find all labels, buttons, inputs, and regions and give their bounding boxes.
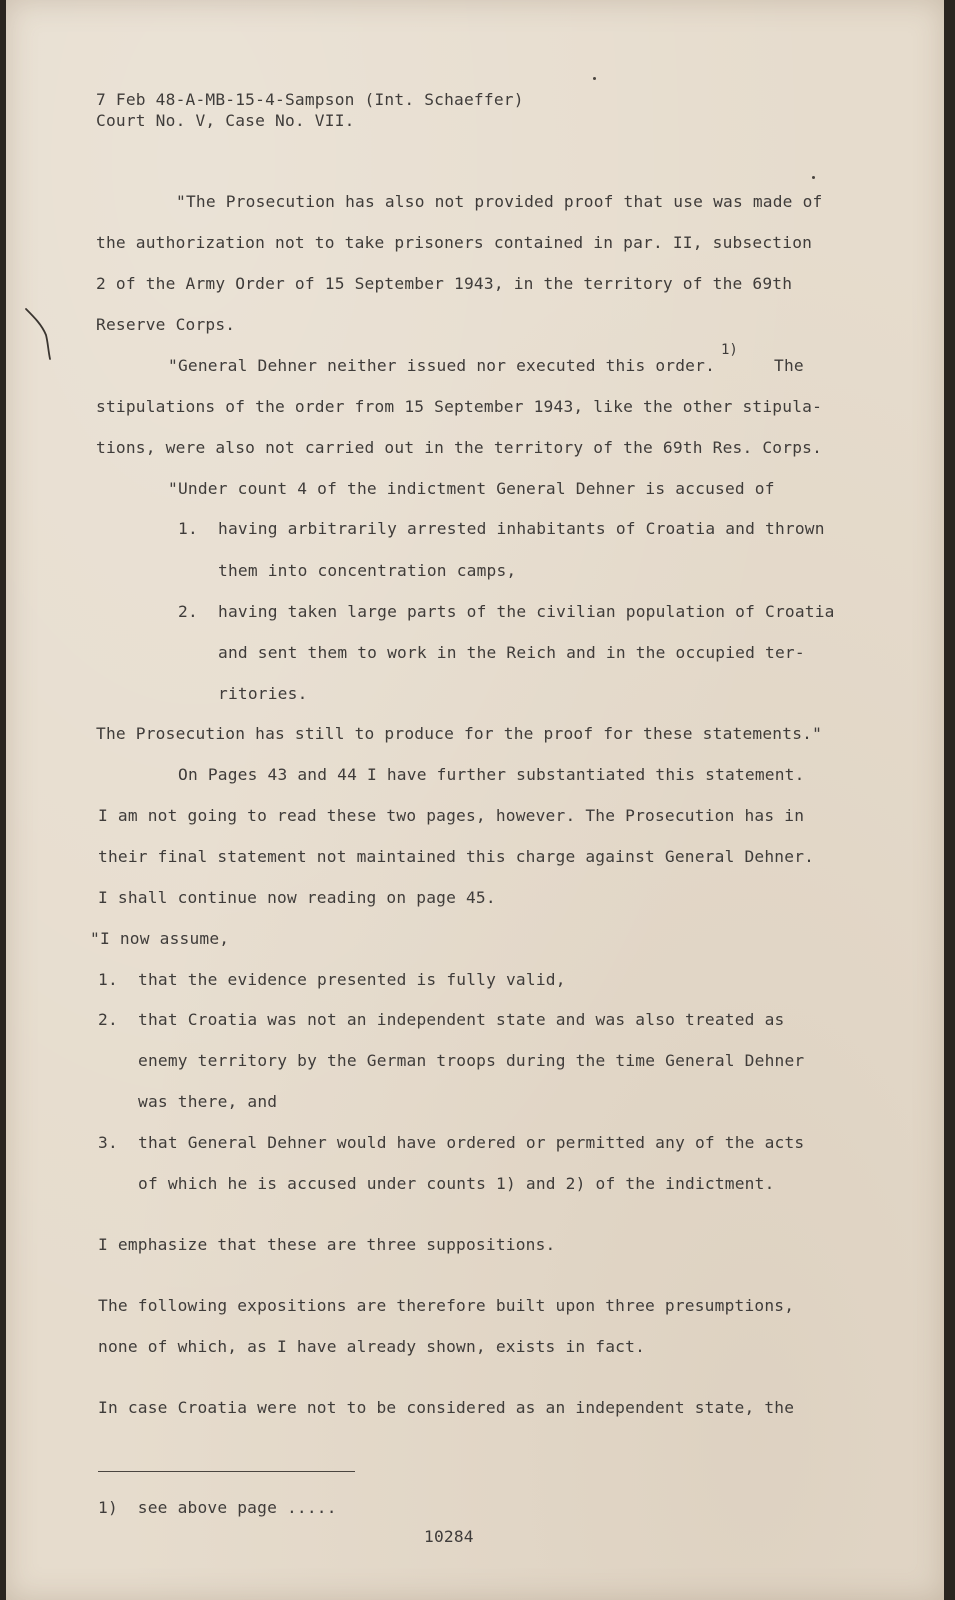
margin-pen-mark xyxy=(24,305,54,365)
assume-item-3-line-2: of which he is accused under counts 1) and 2) of the indictment. xyxy=(138,1174,775,1193)
paragraph-7: I emphasize that these are three suppositions. xyxy=(98,1235,556,1254)
count-item-2-line-1: having taken large parts of the civilian population of Croatia xyxy=(218,602,835,621)
paragraph-4: The Prosecution has still to produce for the proof for these statements." xyxy=(96,724,823,743)
paragraph-9: In case Croatia were not to be considered as an independent state, the xyxy=(98,1398,795,1417)
assume-item-2-line-3: was there, and xyxy=(138,1092,278,1111)
paragraph-2-tail: The xyxy=(774,356,804,375)
count-item-1-number: 1. xyxy=(178,519,198,538)
document-page xyxy=(6,0,944,1600)
paragraph-2-line-3: tions, were also not carried out in the territory of the 69th Res. Corps. xyxy=(96,438,823,457)
count-item-1-line-1: having arbitrarily arrested inhabitants of Croatia and thrown xyxy=(218,519,825,538)
paragraph-5-line-1: On Pages 43 and 44 I have further substantiated this statement. xyxy=(178,765,805,784)
assume-item-3-line-1: that General Dehner would have ordered or permitted any of the acts xyxy=(138,1133,805,1152)
paper-speck xyxy=(812,176,815,179)
assume-item-2-number: 2. xyxy=(98,1010,118,1029)
header-line-2: Court No. V, Case No. VII. xyxy=(96,111,355,130)
paragraph-8-line-2: none of which, as I have already shown, exists in fact. xyxy=(98,1337,646,1356)
count-item-2-line-2: and sent them to work in the Reich and in the occupied ter- xyxy=(218,643,805,662)
count-item-2-line-3: ritories. xyxy=(218,684,308,703)
paper-speck xyxy=(593,77,596,80)
assume-item-3-number: 3. xyxy=(98,1133,118,1152)
paragraph-5-line-2: I am not going to read these two pages, however. The Prosecution has in xyxy=(98,806,805,825)
paragraph-2-line-2: stipulations of the order from 15 September 1943, like the other stipula- xyxy=(96,397,823,416)
paragraph-2-line-1: "General Dehner neither issued nor executed this order. xyxy=(168,356,716,375)
assume-item-2-line-2: enemy territory by the German troops during the time General Dehner xyxy=(138,1051,805,1070)
paragraph-3: "Under count 4 of the indictment General Dehner is accused of xyxy=(168,479,775,498)
paragraph-8-line-1: The following expositions are therefore built upon three presumptions, xyxy=(98,1296,795,1315)
paragraph-1-line-4: Reserve Corps. xyxy=(96,315,236,334)
header-line-1: 7 Feb 48-A-MB-15-4-Sampson (Int. Schaeffer) xyxy=(96,90,524,109)
paragraph-1-line-1: "The Prosecution has also not provided proof that use was made of xyxy=(176,192,823,211)
footnote-reference: 1) xyxy=(721,342,738,358)
footnote-rule xyxy=(98,1471,355,1472)
footnote-text: 1) see above page ..... xyxy=(98,1498,337,1517)
paragraph-1-line-2: the authorization not to take prisoners contained in par. II, subsection xyxy=(96,233,813,252)
assume-item-1-line-1: that the evidence presented is fully valid, xyxy=(138,970,566,989)
assume-item-2-line-1: that Croatia was not an independent state and was also treated as xyxy=(138,1010,785,1029)
paragraph-5-line-3: their final statement not maintained this charge against General Dehner. xyxy=(98,847,815,866)
count-item-1-line-2: them into concentration camps, xyxy=(218,561,517,580)
count-item-2-number: 2. xyxy=(178,602,198,621)
paragraph-6: "I now assume, xyxy=(90,929,230,948)
paragraph-1-line-3: 2 of the Army Order of 15 September 1943, in the territory of the 69th xyxy=(96,274,793,293)
assume-item-1-number: 1. xyxy=(98,970,118,989)
paragraph-5-line-4: I shall continue now reading on page 45. xyxy=(98,888,496,907)
page-number: 10284 xyxy=(424,1527,474,1546)
